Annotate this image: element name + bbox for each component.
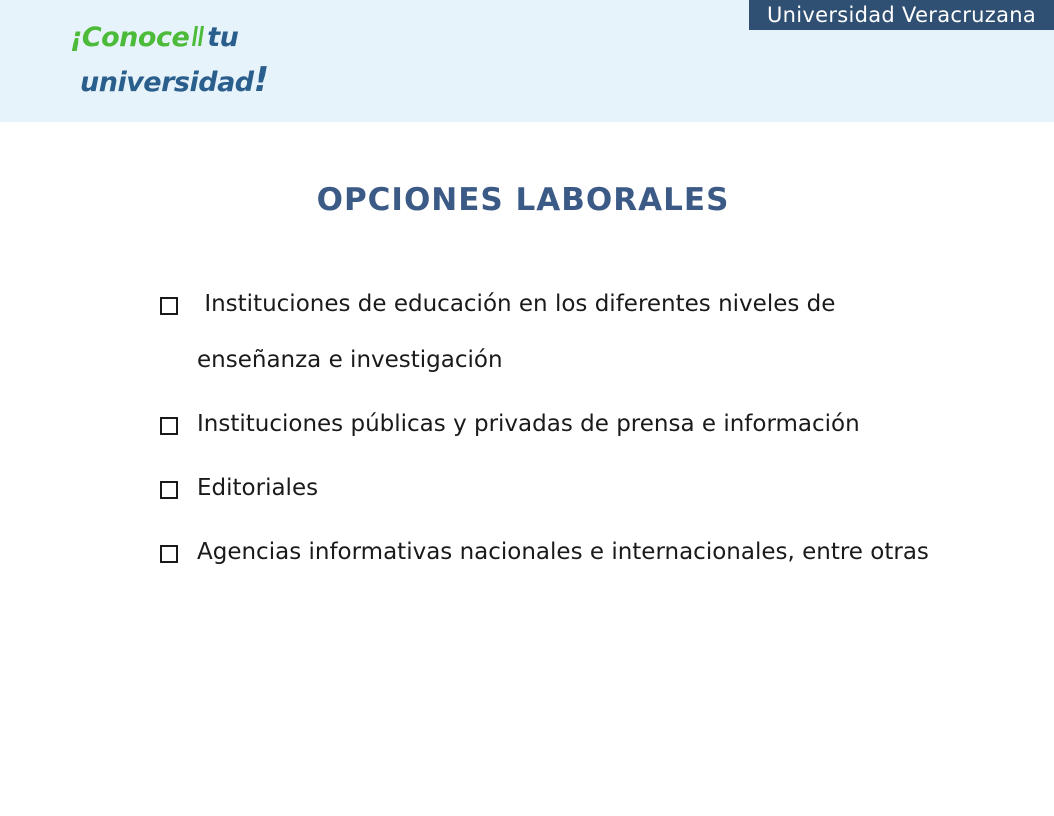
- checkbox-icon: [160, 417, 178, 435]
- stripes-icon: [192, 24, 206, 48]
- conoce-tu-universidad-logo: [70, 22, 270, 100]
- list-item: [160, 396, 960, 452]
- list-item: [160, 276, 960, 388]
- list-item: [160, 460, 960, 516]
- universidad-veracruzana-badge: [749, 0, 1054, 30]
- list-item: [160, 524, 960, 580]
- logo-text-universidad: universidad: [80, 67, 254, 98]
- page-title: OPCIONES LABORALES: [316, 182, 730, 218]
- list-item-text: Editoriales: [197, 475, 319, 501]
- logo-line-1: [70, 22, 238, 53]
- list-item-text: Agencias informativas nacionales e internacionales, entre otras: [197, 539, 929, 565]
- checkbox-icon: [160, 545, 178, 563]
- logo-text-tu: tu: [207, 22, 239, 53]
- logo-text-bang: !: [253, 60, 269, 100]
- logo-text-conoce: ¡Conoce: [70, 22, 190, 53]
- logo-line-2: [80, 60, 269, 100]
- checkbox-icon: [160, 297, 178, 315]
- badge-label: Universidad Veracruzana: [766, 3, 1037, 27]
- list-item-text: Instituciones de educación en los diferentes niveles de enseñanza e investigación: [197, 291, 843, 373]
- checkbox-icon: [160, 481, 178, 499]
- list-item-text: Instituciones públicas y privadas de prensa e información: [197, 411, 860, 437]
- bullet-list: [160, 276, 960, 588]
